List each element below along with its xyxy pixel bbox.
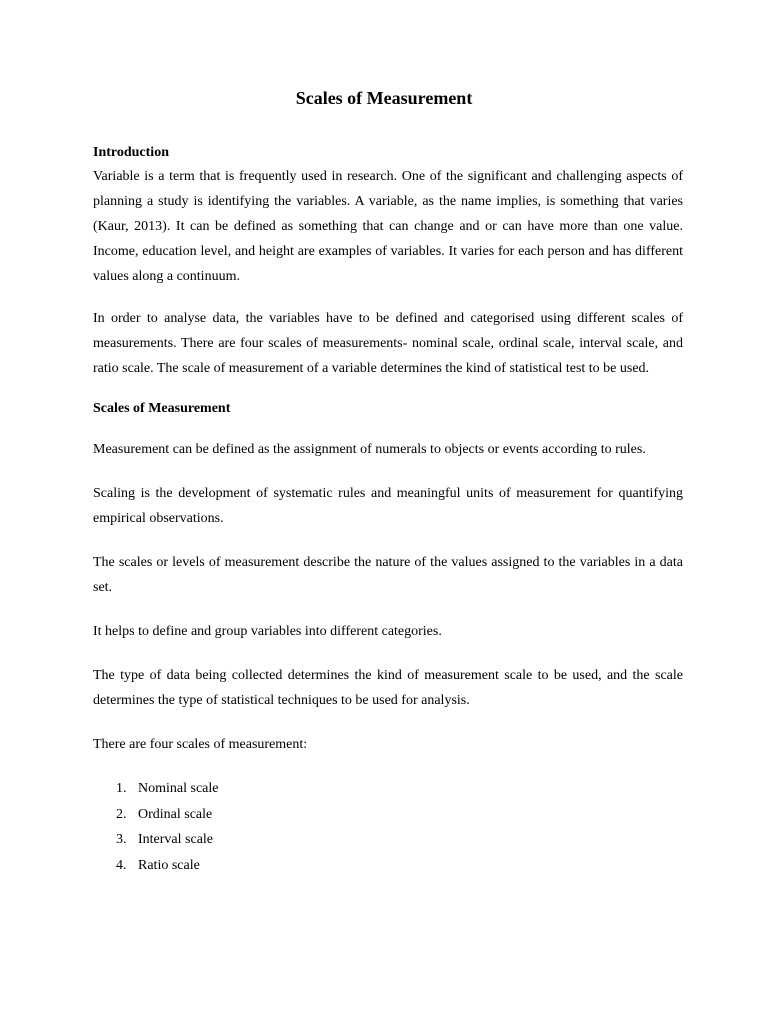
scales-paragraph-5: The type of data being collected determines the kind of measurement scale to be used, and the scale determines the type of statistical techniques to be used for analysis. bbox=[93, 668, 683, 708]
list-item-number: 1. bbox=[116, 781, 127, 796]
scales-list bbox=[93, 776, 683, 878]
list-item-label: Interval scale bbox=[138, 832, 214, 847]
intro-paragraph-1: Variable is a term that is frequently used in research. One of the significant and challenging aspects of planning a study is identifying the variables. A variable, as the name implies, is something that varies (Kaur, 2013). It can be defined as something that can change and or can have more than one value. Income, education level, and height are examples of variables. It varies for each person and has different values along a continuum. bbox=[93, 169, 683, 284]
list-item-label: Ratio scale bbox=[138, 857, 200, 873]
list-item bbox=[116, 853, 683, 879]
document-title: Scales of Measurement bbox=[295, 88, 473, 108]
list-item-number: 2. bbox=[116, 806, 127, 822]
list-item-number: 4. bbox=[116, 857, 127, 873]
list-item bbox=[116, 827, 683, 853]
document-body bbox=[93, 142, 683, 878]
scales-paragraph-4: It helps to define and group variables into different categories. bbox=[93, 624, 442, 639]
list-item bbox=[116, 776, 683, 802]
intro-paragraph-2: In order to analyse data, the variables have to be defined and categorised using different scales of measurements. There are four scales of measurements- nominal scale, ordinal scale, interval scale, and ratio scale. The scale of measurement of a variable determines the kind of statistical test to be used. bbox=[93, 311, 683, 376]
scales-paragraph-1: Measurement can be defined as the assignment of numerals to objects or events according to rules. bbox=[93, 442, 646, 457]
scales-paragraph-2: Scaling is the development of systematic rules and meaningful units of measurement for quantifying empirical observations. bbox=[93, 486, 683, 526]
list-item-label: Nominal scale bbox=[138, 781, 219, 796]
scales-paragraph-3: The scales or levels of measurement describe the nature of the values assigned to the variables in a data set. bbox=[93, 555, 683, 595]
scales-paragraph-6: There are four scales of measurement: bbox=[93, 737, 308, 752]
section-heading-scales: Scales of Measurement bbox=[93, 401, 231, 416]
list-item-number: 3. bbox=[116, 832, 127, 847]
section-heading-introduction: Introduction bbox=[93, 145, 169, 160]
list-item-label: Ordinal scale bbox=[138, 806, 213, 822]
list-item bbox=[116, 802, 683, 828]
